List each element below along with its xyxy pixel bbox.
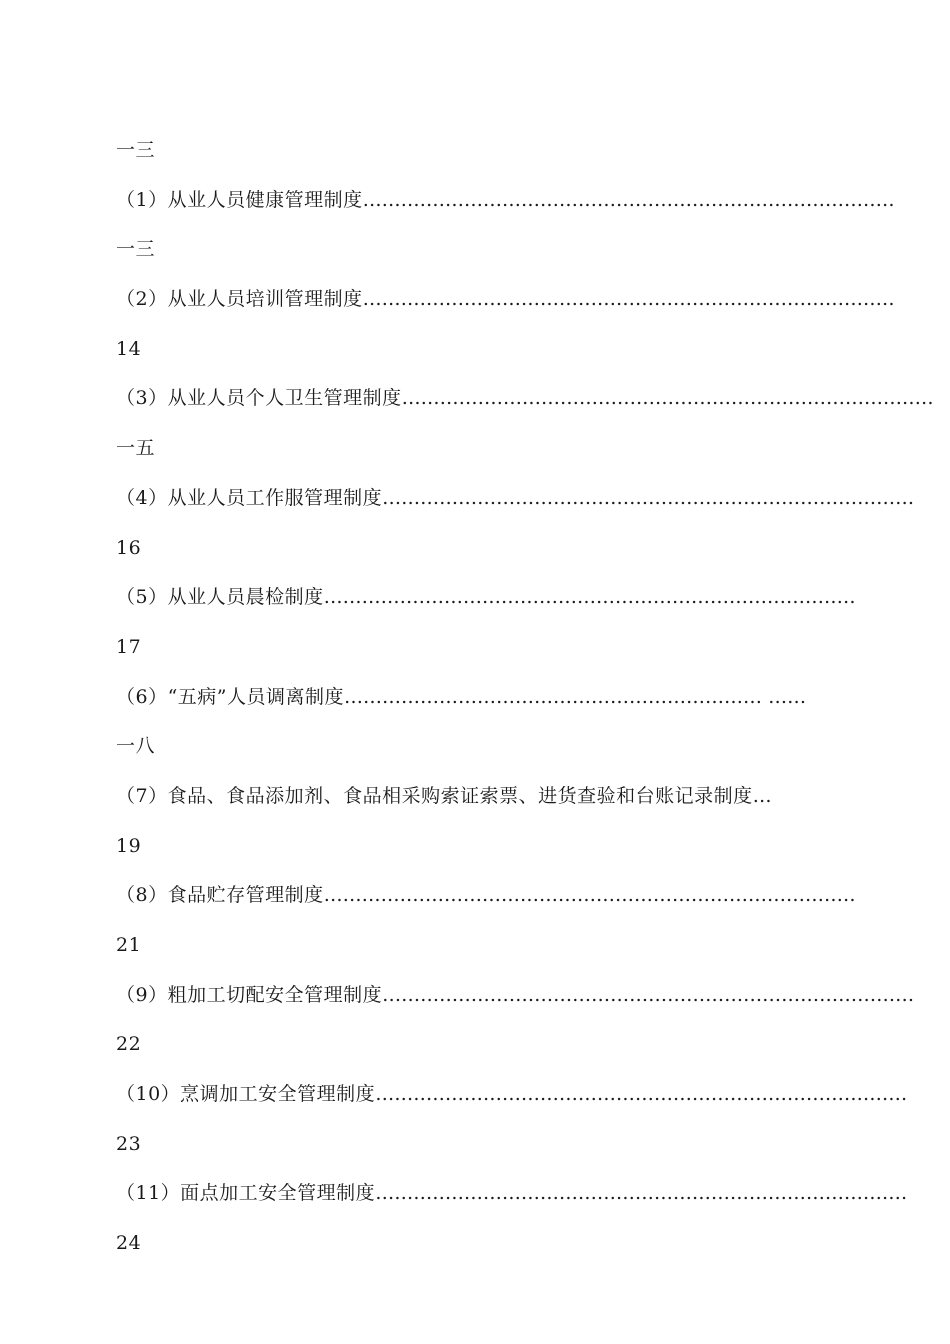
toc-page-number: 一五 [116, 437, 156, 460]
table-of-contents [116, 136, 934, 1279]
toc-leader-dots: ………………………………………………………… …… [344, 685, 807, 708]
toc-page-number: 16 [116, 536, 142, 559]
toc-entry [116, 1080, 908, 1130]
toc-leader-dots: … [752, 784, 772, 807]
toc-entry-title: （1）从业人员健康管理制度 [116, 188, 363, 211]
toc-page-number: 23 [116, 1132, 142, 1155]
toc-entry [116, 782, 880, 832]
toc-entry [116, 683, 880, 733]
toc-entry [116, 881, 880, 931]
toc-entry-title: （11）面点加工安全管理制度 [116, 1182, 376, 1205]
toc-leader-dots: ………………………………………………………………………… [362, 188, 895, 211]
toc-entry-title: （6）“五病”人员调离制度 [116, 685, 345, 708]
toc-entry-title: （8）食品贮存管理制度 [116, 884, 324, 907]
toc-page-number: 一三 [116, 139, 156, 161]
toc-entry [116, 981, 915, 1031]
toc-page-number: 一三 [116, 238, 156, 261]
toc-entry-title: （2）从业人员培训管理制度 [116, 288, 363, 311]
toc-entry [116, 186, 895, 236]
toc-page-number: 22 [116, 1033, 142, 1056]
toc-leader-dots: ………………………………………………………………………… [323, 586, 856, 609]
toc-entry-title: （5）从业人员晨检制度 [116, 586, 324, 609]
toc-entry-title: （3）从业人员个人卫生管理制度 [116, 387, 402, 410]
toc-entry [116, 1179, 908, 1229]
toc-page-number: 21 [116, 934, 142, 956]
toc-page-number: 14 [116, 337, 142, 360]
toc-leader-dots: ………………………………………………………………………… [382, 983, 915, 1006]
toc-page-number: 24 [116, 1232, 142, 1255]
toc-page-number: 17 [116, 635, 142, 658]
toc-leader-dots: ………………………………………………………………………… [362, 288, 895, 311]
toc-entry-title: （10）烹调加工安全管理制度 [116, 1083, 376, 1106]
toc-entry [116, 384, 934, 434]
toc-entry [116, 583, 880, 633]
toc-leader-dots: ………………………………………………………………………… [382, 486, 915, 509]
toc-entry [116, 484, 915, 534]
toc-page-number: 19 [116, 834, 142, 857]
toc-entry-title: （9）粗加工切配安全管理制度 [116, 983, 383, 1006]
toc-leader-dots: ………………………………………………………………………… [375, 1083, 908, 1106]
toc-entry-title: （4）从业人员工作服管理制度 [116, 486, 383, 509]
toc-leader-dots: ………………………………………………………………………… [375, 1182, 908, 1205]
toc-leader-dots: ………………………………………………………………………… [323, 884, 856, 907]
toc-entry-title: （7）食品、食品添加剂、食品相采购索证索票、进货查验和台账记录制度 [116, 784, 753, 807]
toc-page-number: 一八 [116, 735, 156, 758]
toc-leader-dots: ………………………………………………………………………… [401, 387, 934, 410]
toc-entry [116, 285, 895, 335]
